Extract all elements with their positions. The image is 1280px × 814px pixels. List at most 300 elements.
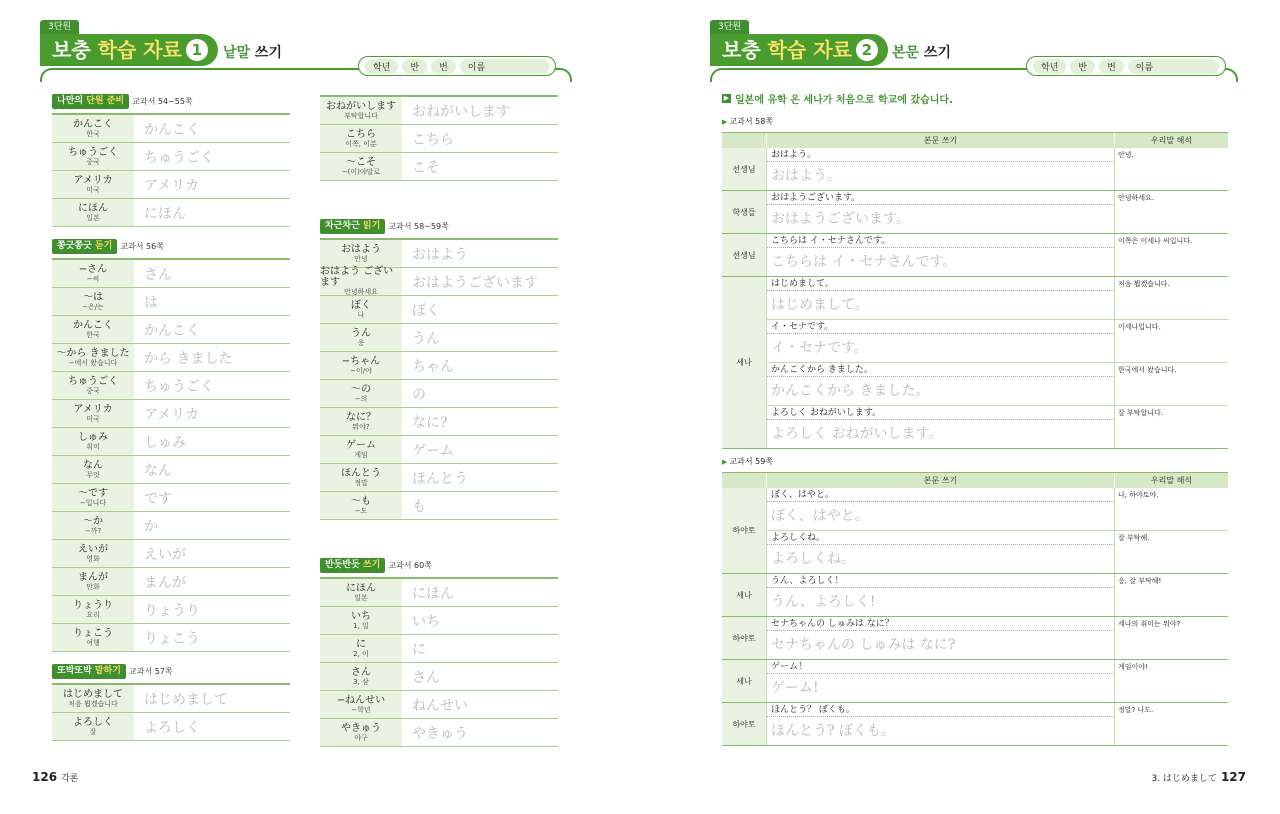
jp-original: かんこくから きました。 xyxy=(767,363,1114,377)
jp-trace[interactable]: こちらは イ・セナさんです。 xyxy=(771,254,957,270)
vocab-column-1 xyxy=(52,92,290,741)
vocab-row xyxy=(52,568,290,596)
title-pre: 보충 xyxy=(722,38,768,62)
vocab-word-cell xyxy=(52,484,134,511)
jp-cell xyxy=(766,191,1114,233)
dialogue-table xyxy=(722,132,1228,449)
section-tag-pre: 또박또박 xyxy=(57,665,95,676)
name-box xyxy=(358,56,556,76)
play-icon: ▶ xyxy=(723,94,730,102)
vocab-meaning: −의 xyxy=(354,394,368,403)
vocab-word-cell xyxy=(52,344,134,371)
vocab-word: −ねんせい xyxy=(336,694,386,706)
jp-trace[interactable]: よろしくね。 xyxy=(771,551,855,567)
vocab-word-cell xyxy=(320,492,402,519)
vocab-row xyxy=(320,691,558,719)
vocab-word-cell xyxy=(52,260,134,287)
vocab-word: りょこう xyxy=(73,627,113,639)
jp-cell xyxy=(766,574,1114,616)
vocab-table xyxy=(320,238,558,520)
vocab-trace[interactable]: の xyxy=(412,386,426,403)
vocab-word: −さん xyxy=(78,263,108,275)
vocab-trace[interactable]: こちら xyxy=(412,131,454,148)
vocab-word: こちら xyxy=(346,128,376,140)
vocab-meaning: −은/는 xyxy=(82,302,104,311)
kr-translation: 이쪽은 이세나 씨입니다. xyxy=(1114,234,1228,276)
speaker-name: 학생들 xyxy=(722,191,766,233)
header-kr: 우리말 해석 xyxy=(1114,473,1228,488)
kr-translation: 안녕하세요. xyxy=(1114,191,1228,233)
vocab-meaning: −에서 왔습니다 xyxy=(68,358,118,367)
vocab-meaning: 3, 삼 xyxy=(353,677,369,686)
vocab-word-cell xyxy=(320,268,402,295)
vocab-trace[interactable]: アメリカ xyxy=(144,177,200,194)
vocab-word-cell xyxy=(52,288,134,315)
vocab-word: よろしく xyxy=(73,716,113,728)
vocab-meaning: 1, 일 xyxy=(353,621,369,630)
vocab-row xyxy=(52,624,290,652)
section-tag-pre: 나만의 xyxy=(57,95,87,106)
vocab-trace[interactable]: です xyxy=(144,490,172,507)
vocab-trace[interactable]: ちゅうごく xyxy=(144,378,214,395)
vocab-word-cell xyxy=(320,436,402,463)
jp-trace[interactable]: うん、よろしく! xyxy=(771,594,876,610)
vocab-trace[interactable]: やきゅう xyxy=(412,725,468,742)
header-kr: 우리말 해석 xyxy=(1114,133,1228,148)
vocab-trace[interactable]: は xyxy=(144,294,158,311)
dialogue-group xyxy=(722,488,1228,574)
vocab-meaning: −씨 xyxy=(86,274,100,283)
section-tag xyxy=(52,664,126,679)
vocab-trace[interactable]: から きました xyxy=(144,350,233,367)
title-number: 1 xyxy=(186,39,208,61)
vocab-row xyxy=(320,240,558,268)
vocab-word-cell xyxy=(320,464,402,491)
header-rule xyxy=(710,68,1030,82)
unit-tag: 3단원 xyxy=(40,20,79,35)
number-field[interactable]: 번 xyxy=(1099,59,1124,74)
vocab-trace[interactable]: さん xyxy=(144,266,172,283)
vocab-meaning: 중국 xyxy=(86,386,100,395)
vocab-row xyxy=(52,685,290,713)
speaker-name: 세나 xyxy=(722,574,766,616)
section-tag xyxy=(320,558,385,573)
vocab-word-cell xyxy=(320,719,402,746)
vocab-meaning: 일본 xyxy=(86,213,100,222)
vocab-word: アメリカ xyxy=(73,174,113,186)
grade-field[interactable]: 학년 xyxy=(1033,59,1066,74)
dialogue-table xyxy=(722,472,1228,746)
vocab-word-cell xyxy=(320,352,402,379)
vocab-word-cell xyxy=(320,296,402,323)
dialogue-line xyxy=(766,277,1228,320)
jp-trace[interactable]: ほんとう? ぼくも。 xyxy=(771,723,895,739)
intro-sentence: 일본에 유학 온 세나가 처음으로 학교에 갔습니다. xyxy=(735,95,953,106)
vocab-word: なに？ xyxy=(346,411,376,423)
vocab-word-cell xyxy=(320,691,402,718)
vocab-row xyxy=(320,579,558,607)
vocab-word-cell xyxy=(320,607,402,634)
dialogue-group xyxy=(722,574,1228,617)
dialogue-group xyxy=(722,191,1228,234)
page-subtitle xyxy=(892,42,951,62)
vocab-section xyxy=(320,556,558,747)
vocab-row xyxy=(52,288,290,316)
vocab-meaning: 미국 xyxy=(86,414,100,423)
dialogue-group xyxy=(722,234,1228,277)
vocab-meaning: 여행 xyxy=(86,638,100,647)
vocab-word: まんが xyxy=(78,571,108,583)
vocab-row xyxy=(320,296,558,324)
dialogue-line xyxy=(766,617,1228,659)
class-field[interactable]: 반 xyxy=(1070,59,1095,74)
ref-label: 교과서 58쪽 xyxy=(729,117,774,126)
vocab-trace[interactable]: おはよう xyxy=(412,246,468,263)
jp-trace[interactable]: セナちゃんの しゅみは なに? xyxy=(771,637,956,653)
vocab-trace[interactable]: ゲーム xyxy=(412,442,454,459)
vocab-trace[interactable]: りょうり xyxy=(144,602,200,619)
kr-translation: 응, 잘 부탁해! xyxy=(1114,574,1228,616)
vocab-meaning: −도 xyxy=(354,506,368,515)
section-tag-highlight: 읽기 xyxy=(362,220,381,231)
jp-original: こちらは イ・セナさんです。 xyxy=(767,234,1114,248)
vocab-trace[interactable]: しゅみ xyxy=(144,434,186,451)
title-pre: 보충 xyxy=(52,38,98,62)
vocab-row xyxy=(52,713,290,741)
dialogue-lines xyxy=(766,660,1228,702)
dialogue-line xyxy=(766,363,1228,406)
vocab-word-cell xyxy=(52,568,134,595)
jp-trace[interactable]: はじめまして。 xyxy=(771,297,869,313)
vocab-word-cell xyxy=(320,324,402,351)
vocab-word-cell xyxy=(52,400,134,427)
section-tag xyxy=(52,94,129,109)
subtitle-green: 낱말 xyxy=(223,45,251,61)
vocab-word-cell xyxy=(52,428,134,455)
vocab-word: 〜は xyxy=(83,291,103,303)
dialogue-lines xyxy=(766,234,1228,276)
vocab-trace[interactable]: も xyxy=(412,498,426,515)
vocab-section xyxy=(52,237,290,652)
jp-trace[interactable]: かんこくから きました。 xyxy=(771,383,930,399)
vocab-table xyxy=(52,113,290,227)
kr-translation: 잘 부탁해. xyxy=(1114,531,1228,573)
grade-field[interactable]: 학년 xyxy=(365,59,398,74)
page-number xyxy=(1151,770,1246,784)
dialogue-line xyxy=(766,234,1228,276)
vocab-trace[interactable]: かんこく xyxy=(144,121,200,138)
vocab-trace[interactable]: なん xyxy=(144,462,172,479)
ref-label: 교과서 59쪽 xyxy=(729,457,774,466)
name-field[interactable]: 이름 xyxy=(1128,59,1219,74)
kr-translation: 이세나입니다. xyxy=(1114,320,1228,362)
vocab-word-cell xyxy=(52,372,134,399)
vocab-meaning: 만화 xyxy=(86,582,100,591)
vocab-meaning: 뭐야? xyxy=(352,422,370,431)
vocab-word: アメリカ xyxy=(73,403,113,415)
page-label: 각론 xyxy=(61,774,79,784)
vocab-meaning: 잘 xyxy=(89,727,97,736)
vocab-word: いち xyxy=(351,610,371,622)
textbook-ref: 교과서 57쪽 xyxy=(129,666,173,676)
vocab-row xyxy=(52,372,290,400)
vocab-word: さん xyxy=(351,666,371,678)
vocab-word: しゅみ xyxy=(78,431,108,443)
vocab-trace[interactable]: ぼく xyxy=(412,302,440,319)
vocab-word: にほん xyxy=(78,202,108,214)
vocab-row xyxy=(320,607,558,635)
page-label: 3. はじめまして xyxy=(1151,774,1217,784)
vocab-trace[interactable]: にほん xyxy=(412,585,454,602)
number-field[interactable]: 번 xyxy=(431,59,456,74)
section-tag-pre: 차근차근 xyxy=(325,220,363,231)
vocab-row xyxy=(320,719,558,747)
name-field[interactable]: 이름 xyxy=(460,59,549,74)
vocab-word-cell xyxy=(52,143,134,170)
vocab-trace[interactable]: さん xyxy=(412,669,440,686)
section-header xyxy=(52,92,290,110)
section-tag-pre: 반듯반듯 xyxy=(325,559,363,570)
vocab-word: 〜から きました xyxy=(56,347,130,359)
vocab-word: 〜か xyxy=(83,515,103,527)
vocab-row xyxy=(52,400,290,428)
dialogue-line xyxy=(766,320,1228,363)
vocab-row xyxy=(320,97,558,125)
vocab-word-cell xyxy=(52,115,134,142)
vocab-word-cell xyxy=(320,97,402,124)
jp-cell xyxy=(766,488,1114,530)
vocab-row xyxy=(52,143,290,171)
jp-cell xyxy=(766,234,1114,276)
vocab-trace[interactable]: りょこう xyxy=(144,630,200,647)
vocab-meaning: 이쪽, 이분 xyxy=(345,139,377,148)
vocab-word-cell xyxy=(52,713,134,740)
vocab-word: 〜の xyxy=(351,383,371,395)
section-header xyxy=(320,556,558,574)
vocab-trace[interactable]: はじめまして xyxy=(144,691,228,708)
vocab-word-cell xyxy=(52,685,134,712)
dialogue-group xyxy=(722,277,1228,449)
jp-cell xyxy=(766,406,1114,448)
vocab-word: ゲーム xyxy=(346,439,376,451)
vocab-meaning: −학년 xyxy=(351,705,371,714)
textbook-ref: 교과서 56쪽 xyxy=(120,241,164,251)
vocab-word: 〜です xyxy=(78,487,108,499)
vocab-meaning: 처음 뵙겠습니다 xyxy=(68,699,118,708)
vocab-word-cell xyxy=(52,512,134,539)
section-tag-highlight: 말하기 xyxy=(94,665,122,676)
vocab-trace[interactable]: まんが xyxy=(144,574,186,591)
vocab-trace[interactable]: なに? xyxy=(412,414,448,431)
header-jp: 본문 쓰기 xyxy=(766,133,1114,148)
vocab-meaning: 게임 xyxy=(354,450,368,459)
intro-text xyxy=(722,91,953,106)
vocab-table xyxy=(320,577,558,747)
vocab-row xyxy=(52,199,290,227)
vocab-meaning: −(이)야말로 xyxy=(341,167,381,176)
jp-cell xyxy=(766,148,1114,190)
vocab-row xyxy=(52,344,290,372)
vocab-meaning: 2, 이 xyxy=(353,649,369,658)
vocab-row xyxy=(320,663,558,691)
vocab-row xyxy=(320,408,558,436)
jp-trace[interactable]: イ・セナです。 xyxy=(771,340,868,356)
title-highlight: 학습 자료 xyxy=(767,38,852,62)
kr-translation: 게임이야! xyxy=(1114,660,1228,702)
speaker-name: 선생님 xyxy=(722,234,766,276)
vocab-row xyxy=(320,324,558,352)
vocab-meaning: 응 xyxy=(357,338,365,347)
name-box xyxy=(1026,56,1226,76)
vocab-trace[interactable]: に xyxy=(412,641,426,658)
table-header xyxy=(722,133,1228,148)
section-tag xyxy=(52,239,117,254)
vocab-word-cell xyxy=(320,635,402,662)
vocab-word: ちゅうごく xyxy=(68,146,118,158)
vocab-word-cell xyxy=(52,624,134,651)
vocab-row xyxy=(52,316,290,344)
vocab-word: おねがいします xyxy=(326,100,396,112)
vocab-word-cell xyxy=(52,199,134,226)
jp-trace[interactable]: おはよう。 xyxy=(771,168,841,184)
section-header xyxy=(52,662,290,680)
vocab-row xyxy=(52,484,290,512)
vocab-trace[interactable]: よろしく xyxy=(144,719,200,736)
vocab-word: かんこく xyxy=(73,118,113,130)
vocab-trace[interactable]: ねんせい xyxy=(412,697,468,714)
vocab-trace[interactable]: ほんとう xyxy=(412,470,468,487)
vocab-trace[interactable]: こそ xyxy=(412,159,440,176)
jp-trace[interactable]: ゲーム! xyxy=(771,680,819,696)
vocab-row xyxy=(320,268,558,296)
dialogue-lines xyxy=(766,617,1228,659)
vocab-word-cell xyxy=(320,579,402,606)
header-rule xyxy=(40,68,360,82)
section-header xyxy=(320,217,558,235)
section-tag-highlight: 듣기 xyxy=(94,240,113,251)
vocab-trace[interactable]: うん xyxy=(412,330,440,347)
vocab-word: なん xyxy=(83,459,103,471)
vocab-meaning: 나 xyxy=(357,310,365,319)
triangle-icon: ▶ xyxy=(722,457,728,466)
page-subtitle xyxy=(223,42,282,62)
vocab-section xyxy=(52,662,290,741)
dialogue-group xyxy=(722,148,1228,191)
vocab-word: かんこく xyxy=(73,319,113,331)
vocab-trace[interactable]: おねがいします xyxy=(412,103,510,120)
jp-cell xyxy=(766,320,1114,362)
vocab-word: 〜こそ xyxy=(346,156,376,168)
vocab-word-cell xyxy=(320,153,402,180)
dialogue-line xyxy=(766,148,1228,190)
vocab-row xyxy=(52,512,290,540)
vocab-column-2 xyxy=(320,92,558,747)
vocab-trace[interactable]: にほん xyxy=(144,205,186,222)
vocab-meaning: 부탁합니다 xyxy=(344,111,378,120)
vocab-word: うん xyxy=(351,327,371,339)
jp-original: はじめまして。 xyxy=(767,277,1114,291)
dialogue-group xyxy=(722,617,1228,660)
vocab-word: に xyxy=(356,638,366,650)
vocab-word: −ちゃん xyxy=(341,355,381,367)
vocab-word-cell xyxy=(320,240,402,267)
kr-translation: 한국에서 왔습니다. xyxy=(1114,363,1228,405)
vocab-word: おはよう xyxy=(341,243,381,255)
kr-translation: 정말? 나도. xyxy=(1114,703,1228,745)
page-number-value: 126 xyxy=(32,770,58,784)
vocab-word: 〜も xyxy=(351,495,371,507)
dialogue-lines xyxy=(766,277,1228,448)
speaker-name: 세나 xyxy=(722,660,766,702)
jp-original: うん、よろしく！ xyxy=(767,574,1114,588)
vocab-row xyxy=(320,125,558,153)
dialogue-line xyxy=(766,406,1228,448)
header-speaker xyxy=(722,473,766,488)
class-field[interactable]: 반 xyxy=(402,59,427,74)
vocab-meaning: 미국 xyxy=(86,185,100,194)
vocab-trace[interactable]: いち xyxy=(412,613,440,630)
page-number xyxy=(32,770,78,784)
page-title xyxy=(710,34,888,66)
jp-cell xyxy=(766,531,1114,573)
dialogue-line xyxy=(766,191,1228,233)
subtitle-black: 쓰기 xyxy=(250,45,282,61)
vocab-row xyxy=(52,428,290,456)
jp-trace[interactable]: ぼく、はやと。 xyxy=(771,508,869,524)
vocab-meaning: 취미 xyxy=(86,442,100,451)
textbook-ref xyxy=(722,456,773,467)
section-tag xyxy=(320,219,385,234)
vocab-meaning: 요리 xyxy=(86,610,100,619)
vocab-trace[interactable]: アメリカ xyxy=(144,406,200,423)
vocab-word: やきゅう xyxy=(341,722,381,734)
jp-trace[interactable]: よろしく おねがいします。 xyxy=(771,426,943,442)
vocab-meaning: 안녕하세요 xyxy=(344,288,378,296)
vocab-trace[interactable]: か xyxy=(144,518,158,535)
vocab-row xyxy=(320,464,558,492)
jp-original: よろしくね。 xyxy=(767,531,1114,545)
triangle-icon: ▶ xyxy=(722,117,728,126)
vocab-meaning: 한국 xyxy=(86,330,100,339)
kr-translation: 세나의 취미는 뭐야? xyxy=(1114,617,1228,659)
vocab-trace[interactable]: ちゃん xyxy=(412,358,454,375)
vocab-word: ぼく xyxy=(351,299,371,311)
title-number: 2 xyxy=(856,39,878,61)
subtitle-green: 본문 xyxy=(892,45,920,61)
jp-original: セナちゃんの しゅみは なに？ xyxy=(767,617,1114,631)
kr-translation: 처음 뵙겠습니다. xyxy=(1114,277,1228,319)
kr-translation: 안녕. xyxy=(1114,148,1228,190)
jp-cell xyxy=(766,617,1114,659)
subtitle-black: 쓰기 xyxy=(919,45,951,61)
vocab-trace[interactable]: おはようございます xyxy=(412,274,538,291)
vocab-word: おはよう ございます xyxy=(320,266,394,288)
vocab-trace[interactable]: かんこく xyxy=(144,322,200,339)
section-tag-highlight: 단원 준비 xyxy=(86,95,125,106)
dialogue-lines xyxy=(766,703,1228,745)
vocab-word: ほんとう xyxy=(341,467,381,479)
vocab-row xyxy=(52,260,290,288)
dialogue-lines xyxy=(766,488,1228,573)
vocab-section xyxy=(320,217,558,520)
dialogue-lines xyxy=(766,191,1228,233)
jp-cell xyxy=(766,703,1114,745)
vocab-trace[interactable]: えいが xyxy=(144,546,186,563)
jp-original: ほんとう？ ぼくも。 xyxy=(767,703,1114,717)
dialogue-line xyxy=(766,660,1228,702)
jp-trace[interactable]: おはようございます。 xyxy=(771,211,910,227)
vocab-trace[interactable]: ちゅうごく xyxy=(144,149,214,166)
